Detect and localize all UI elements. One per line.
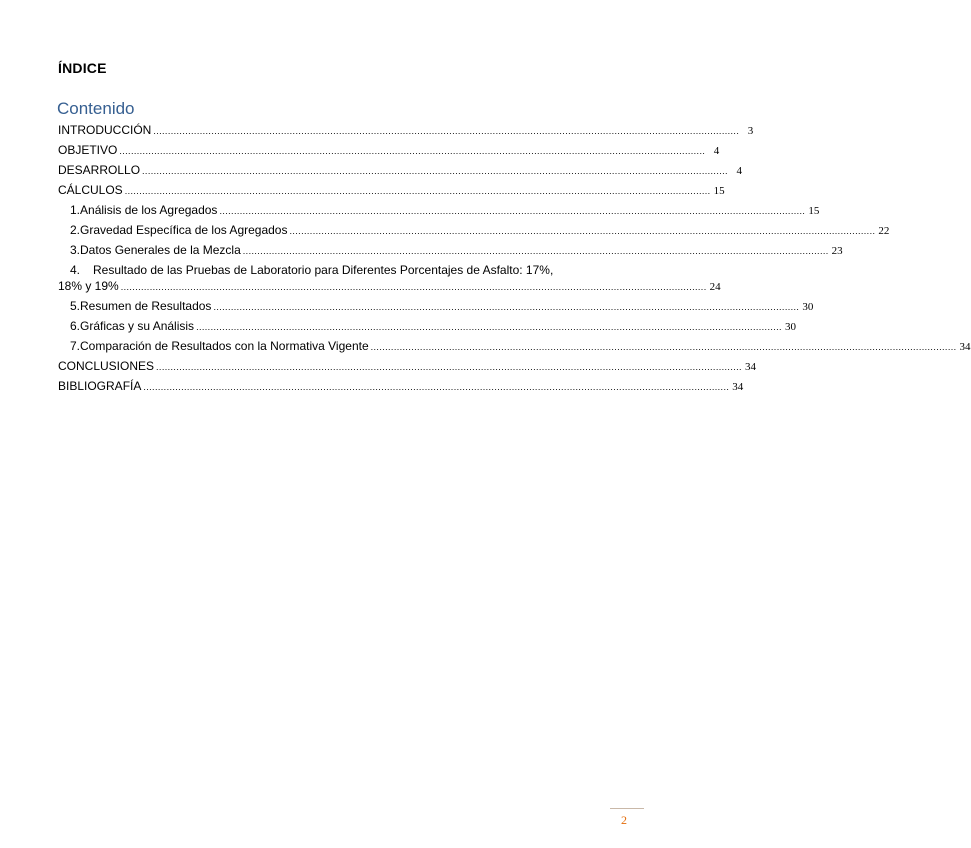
page-heading: ÍNDICE	[58, 60, 107, 76]
toc-entry-label: Comparación de Resultados con la Normativa Vigente	[80, 339, 369, 353]
toc-entry-label: Gráficas y su Análisis	[80, 319, 195, 333]
toc-entry-page: 34	[744, 361, 756, 373]
toc-entry-label: DESARROLLO	[58, 163, 141, 177]
toc-entry-label: Resumen de Resultados	[80, 299, 212, 313]
toc-entry-label-line1: Resultado de las Pruebas de Laboratorio para Diferentes Porcentajes de Asfalto: 17%,	[93, 263, 554, 277]
toc-entry-label: OBJETIVO	[58, 143, 118, 157]
toc-entry-calculos[interactable]	[58, 180, 725, 200]
toc-entry-number: 2.	[70, 223, 81, 237]
dot-leader: ..........................................................................................................................................................................................................	[213, 302, 800, 312]
toc-entry-page: 34	[732, 381, 744, 393]
footer-divider	[610, 808, 644, 809]
toc-entry-page: 30	[784, 321, 796, 333]
toc-subentry-resultado-pruebas[interactable]	[58, 260, 721, 296]
toc-entry-label: INTRODUCCIÓN	[58, 123, 152, 137]
dot-leader: ..........................................................................................................................................................................................................	[196, 322, 782, 332]
toc-entry-label-line2: 18% y 19%	[58, 279, 119, 293]
toc-entry-number: 5.	[70, 299, 81, 313]
toc-entry-page: 34	[959, 341, 971, 353]
toc-subentry-analisis[interactable]	[58, 200, 820, 220]
dot-leader: ..........................................................................................................................................................................................................	[289, 226, 876, 236]
dot-leader: ..........................................................................................................................................................................................................	[219, 206, 806, 216]
toc-entry-number: 4.	[70, 263, 81, 277]
toc-entry-label: CONCLUSIONES	[58, 359, 155, 373]
toc-entry-number: 1.	[70, 203, 81, 217]
dot-leader: ..........................................................................................................................................................................................................	[124, 186, 711, 196]
toc-entry-page: 30	[802, 301, 814, 313]
dot-leader: ..........................................................................................................................................................................................................	[242, 246, 829, 256]
toc-entry-conclusiones[interactable]	[58, 356, 756, 376]
toc-title: Contenido	[57, 99, 135, 118]
toc-subentry-gravedad[interactable]	[58, 220, 890, 240]
toc-entry-bibliografia[interactable]	[58, 376, 744, 396]
toc-entry-page: 4	[713, 145, 720, 157]
toc-entry-introduccion[interactable]	[58, 120, 754, 140]
dot-leader: ..........................................................................................................................................................................................................	[143, 382, 730, 392]
toc-entry-page: 22	[878, 225, 890, 237]
toc-subentry-comparacion[interactable]	[58, 336, 971, 356]
toc-entry-label: Análisis de los Agregados	[80, 203, 218, 217]
dot-leader: ..........................................................................................................................................................................................................	[153, 126, 740, 136]
toc-entry-page: 24	[709, 281, 721, 293]
toc-entry-page: 3	[747, 125, 754, 137]
toc-entry-label: CÁLCULOS	[58, 183, 123, 197]
toc-entry-number: 3.	[70, 243, 81, 257]
toc-entry-page: 4	[736, 165, 742, 177]
toc-entry-page: 15	[808, 205, 820, 217]
footer-page-number: 2	[621, 813, 627, 827]
toc-entry-objetivo[interactable]	[58, 140, 720, 160]
table-of-contents	[58, 120, 971, 396]
dot-leader: ..........................................................................................................................................................................................................	[120, 282, 707, 292]
toc-subentry-graficas[interactable]	[58, 316, 796, 336]
toc-entry-label: Datos Generales de la Mezcla	[80, 243, 241, 257]
dot-leader: ..........................................................................................................................................................................................................	[119, 146, 706, 156]
toc-entry-number: 6.	[70, 319, 81, 333]
toc-entry-page: 15	[713, 185, 725, 197]
dot-leader: ..........................................................................................................................................................................................................	[370, 342, 957, 352]
toc-entry-number: 7.	[70, 339, 81, 353]
toc-subentry-resumen[interactable]	[58, 296, 814, 316]
toc-entry-page: 23	[831, 245, 843, 257]
toc-entry-desarrollo[interactable]	[58, 160, 742, 180]
toc-subentry-datos-generales[interactable]	[58, 240, 843, 260]
toc-entry-label: Gravedad Específica de los Agregados	[80, 223, 288, 237]
toc-entry-label: BIBLIOGRAFÍA	[58, 379, 142, 393]
dot-leader: ..........................................................................................................................................................................................................	[156, 362, 742, 372]
dot-leader: ..........................................................................................................................................................................................................	[142, 166, 728, 176]
